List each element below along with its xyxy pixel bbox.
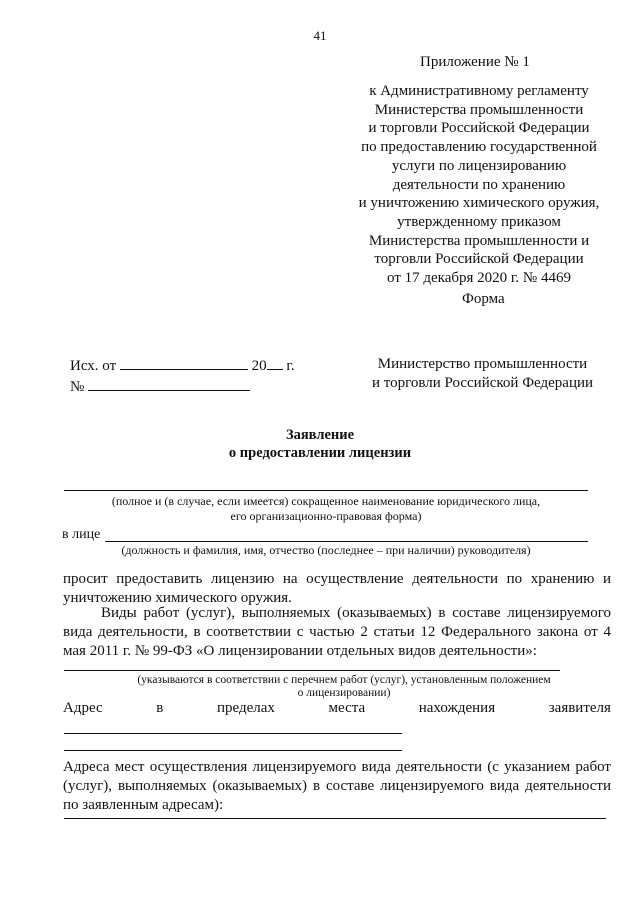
appendix-line: по предоставлению государственной (361, 139, 597, 156)
in-person-caption: (должность и фамилия, имя, отчество (последнее – при наличии) руководителя) (121, 543, 531, 557)
address-word: места (328, 700, 366, 716)
appendix-line: деятельности по хранению (392, 176, 566, 193)
applicant-address-row (63, 700, 611, 717)
org-name-line (64, 490, 588, 491)
appendix-line: услуги по лицензированию (391, 157, 567, 174)
applicant-address-line-1 (64, 733, 402, 734)
recipient-line: Министерство промышленности (377, 356, 588, 372)
appendix-line: от 17 декабря 2020 г. № 4469 (387, 270, 571, 287)
recipient-line: и торговли Российской Федерации (371, 375, 594, 391)
outgoing-year-prefix: 20 (251, 358, 267, 374)
caption-line: о лицензировании) (297, 687, 391, 699)
appendix-title: Приложение № 1 (420, 54, 530, 70)
appendix-line: и торговли Российской Федерации (368, 120, 590, 137)
heading-subtitle: о предоставлении лицензии (228, 445, 412, 461)
address-word: нахождения (418, 700, 496, 716)
document-heading (0, 426, 640, 462)
request-paragraph: просит предоставить лицензию на осуществление деятельности по хранению и уничтожению химического оружия. (63, 571, 611, 606)
outgoing-number-label: № (70, 379, 85, 395)
in-person-line (105, 541, 588, 542)
in-person-label: в лице (62, 527, 101, 542)
appendix-line: Министерства промышленности и (368, 232, 590, 249)
appendix-line: к Административному регламенту (369, 83, 589, 99)
caption-line: (полное и (в случае, если имеется) сокращенное наименование юридического лица, (111, 494, 541, 508)
address-word: в (156, 700, 164, 716)
appendix-line: торговли Российской Федерации (374, 251, 584, 268)
outgoing-year-suffix: г. (286, 358, 295, 374)
form-label: Форма (462, 291, 505, 307)
appendix-line: и уничтожению химического оружия, (358, 195, 600, 212)
org-name-caption (64, 494, 588, 524)
address-word: заявителя (548, 700, 611, 716)
activity-addresses-paragraph: Адреса мест осуществления лицензируемого вида деятельности (с указанием работ (услуг), выполняемых (оказываемых) в составе лицензируемого вида деятельности по заявленным адресам): (63, 759, 611, 813)
page-number: 41 (313, 28, 327, 43)
heading-title: Заявление (285, 427, 355, 443)
works-caption (64, 674, 624, 700)
address-word: Адрес (63, 700, 103, 716)
caption-line: (указываются в соответствии с перечнем работ (услуг), установленным положением (137, 674, 551, 686)
applicant-address-line-2 (64, 750, 402, 751)
works-line (64, 670, 560, 671)
outgoing-date-label: Исх. от (70, 358, 117, 374)
outgoing-reference (70, 355, 295, 397)
activity-addresses-line (64, 818, 606, 819)
appendix-approval-block (345, 82, 613, 288)
caption-line: его организационно-правовая форма) (230, 509, 422, 523)
outgoing-number-blank (88, 376, 250, 391)
appendix-line: Министерства промышленности (374, 101, 584, 118)
address-word: пределах (217, 700, 275, 716)
recipient-block (365, 355, 600, 393)
outgoing-year-blank (267, 355, 283, 370)
outgoing-date-blank (120, 355, 248, 370)
appendix-line: утвержденному приказом (397, 213, 561, 230)
works-paragraph: Виды работ (услуг), выполняемых (оказываемых) в составе лицензируемого вида деятельности, в соответствии с частью 2 статьи 12 Федерального закона от 4 мая 2011 г. № 99-ФЗ «О лицензировании отдельных видов деятельности»: (63, 605, 611, 659)
